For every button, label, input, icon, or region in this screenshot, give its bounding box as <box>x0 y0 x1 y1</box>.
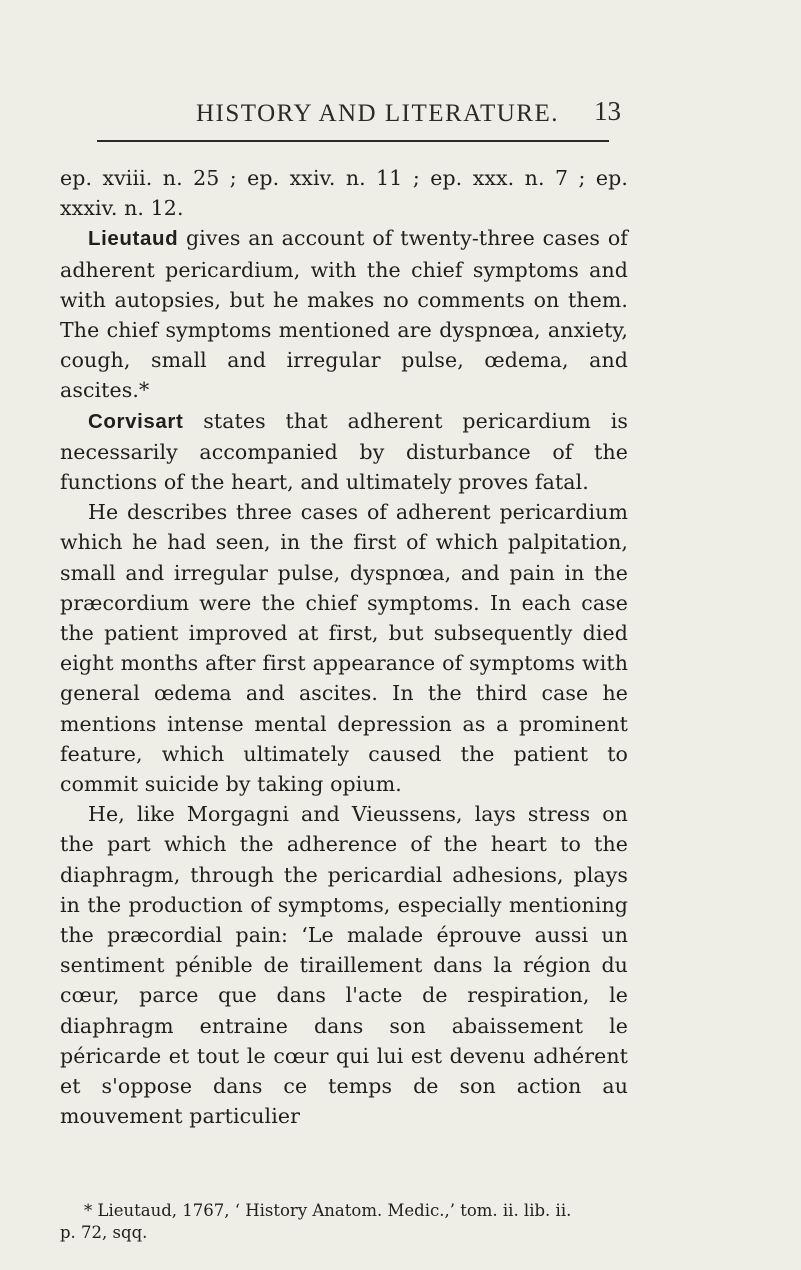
paragraph-continuation: ep. xviii. n. 25 ; ep. xxiv. n. 11 ; ep. xxx. n. 7 ; ep. xxxiv. n. 12. <box>60 166 628 221</box>
footnote-line-2: p. 72, sqq. <box>60 1223 148 1242</box>
paragraph-three-cases: He describes three cases of adherent pericardium which he had seen, in the first of which palpitation, small and irregular pulse, dyspnœa, and pain in the præcordium were the chief symptoms. In each case the patient improved at first, but subsequently died eight months after first appearance of symptoms with general œdema and ascites. In the third case he mentions intense mental depression as a prominent feature, which ultimately caused the patient to commit suicide by taking opium. <box>60 500 628 797</box>
header-rule <box>97 140 609 142</box>
footnote-line-1: * Lieutaud, 1767, ‘ History Anatom. Medic.,’ tom. ii. lib. ii. <box>84 1201 572 1220</box>
body-text <box>60 163 628 1132</box>
footnote <box>60 1200 628 1244</box>
page-number: 13 <box>594 96 621 126</box>
paragraph-corvisart <box>60 406 628 498</box>
paragraph-corvisart-text: states that adherent pericardium is necessarily accompanied by disturbance of the functions of the heart, and ultimately proves fatal. <box>60 408 628 495</box>
paragraph-morgagni-vieussens: He, like Morgagni and Vieussens, lays stress on the part which the adherence of the heart to the diaphragm, through the pericardial adhesions, plays in the production of symptoms, especially mentioning the præcordial pain: ‘Le malade éprouve aussi un sentiment pénible de tiraillement dans la région du cœur, parce que dans l'acte de respiration, le diaphragm entraine dans son abaissement le péricarde et tout le cœur qui lui est devenu adhérent et s'oppose dans ce temps de son action au mouvement particulier <box>60 802 628 1129</box>
author-name-lieutaud: Lieutaud <box>88 227 179 251</box>
author-name-corvisart: Corvisart <box>88 409 184 433</box>
paragraph-lieutaud-text: gives an account of twenty-three cases of adherent pericardium, with the chief symptoms and with autopsies, but he makes no comments on them. The chief symptoms mentioned are dyspnœa, anxiety, cough, small and irregular pulse, œdema, and ascites.* <box>60 226 628 403</box>
running-head-title: HISTORY AND LITERATURE. <box>196 100 559 127</box>
paragraph-lieutaud <box>60 223 628 405</box>
